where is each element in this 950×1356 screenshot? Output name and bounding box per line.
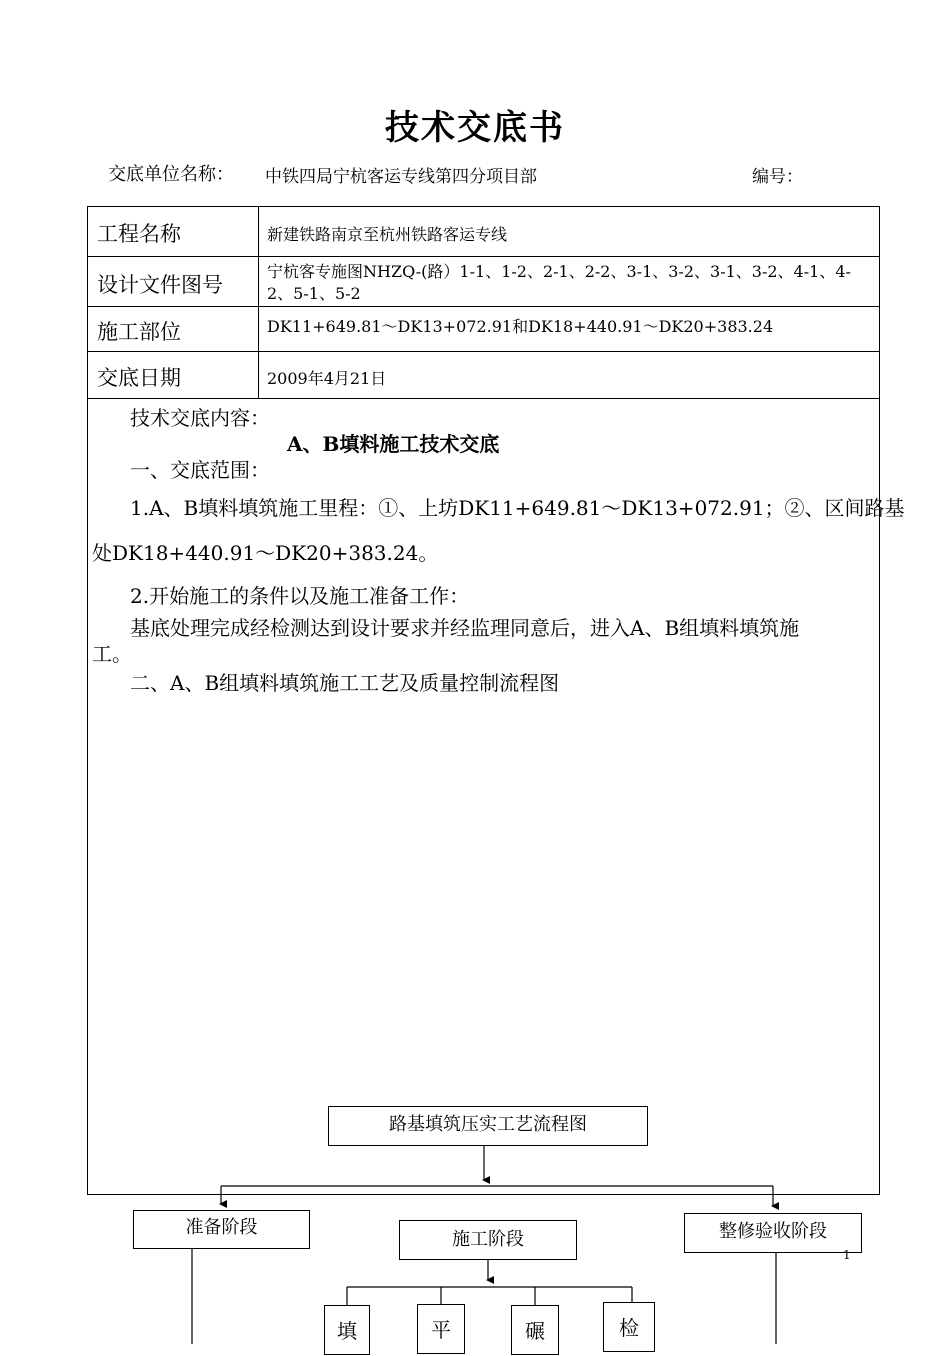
flowchart-title: 路基填筑压实工艺流程图 — [389, 1114, 587, 1135]
step-check-box — [603, 1302, 655, 1352]
page-number: 1 — [843, 1248, 851, 1262]
row-label-project-name: 工程名称 — [97, 222, 181, 246]
row-value-project-name: 新建铁路南京至杭州铁路客运专线 — [267, 225, 508, 244]
step-fill-box — [324, 1305, 370, 1355]
stage-finish-label: 整修验收阶段 — [719, 1221, 827, 1242]
stage-prepare-box — [133, 1210, 310, 1249]
row-value-construction-site: DK11+649.81～DK13+072.91和DK18+440.91～DK20+383.24 — [267, 317, 774, 336]
step-roll-label: 碾 — [525, 1319, 545, 1343]
row-value-drawing-number: 宁杭客专施图NHZQ-(路）1-1、1-2、2-1、2-2、3-1、3-2、3-1、3-2、4-1、4-2、5-1、5-2 — [267, 262, 851, 303]
stage-finish-box — [684, 1213, 862, 1253]
para-line2: 工。 — [92, 642, 132, 666]
number-label: 编号： — [752, 167, 803, 187]
unit-label: 交底单位名称： — [108, 164, 234, 185]
stage-construct-box — [399, 1220, 577, 1260]
step-level-label: 平 — [431, 1318, 451, 1342]
section-flowchart: 二、A、B组填料填筑施工工艺及质量控制流程图 — [130, 671, 560, 695]
content-heading: 技术交底内容： — [130, 406, 270, 430]
step-roll-box — [511, 1305, 559, 1355]
para-line1: 基底处理完成经检测达到设计要求并经监理同意后，进入A、B组填料填筑施 — [130, 616, 800, 640]
row-label-drawing-number: 设计文件图号 — [97, 273, 223, 297]
step-check-label: 检 — [619, 1316, 639, 1340]
document-title: 技术交底书 — [385, 108, 565, 148]
row-value-date: 2009年4月21日 — [267, 369, 387, 388]
section-scope: 一、交底范围： — [130, 458, 270, 482]
row-label-construction-site: 施工部位 — [97, 320, 181, 344]
step-fill-label: 填 — [337, 1319, 357, 1343]
stage-construct-label: 施工阶段 — [452, 1229, 524, 1250]
item1-line1: 1.A、B填料填筑施工里程：①、上坊DK11+649.81～DK13+072.91；②、区间路基 — [130, 496, 905, 520]
item2: 2.开始施工的条件以及施工准备工作： — [130, 584, 470, 608]
row-label-date: 交底日期 — [97, 366, 181, 390]
step-level-box — [417, 1304, 465, 1354]
content-subtitle: A、B填料施工技术交底 — [287, 432, 500, 456]
item1-line2: 处DK18+440.91～DK20+383.24。 — [92, 541, 439, 565]
unit-value: 中铁四局宁杭客运专线第四分项目部 — [265, 167, 537, 187]
stage-prepare-label: 准备阶段 — [185, 1217, 258, 1238]
